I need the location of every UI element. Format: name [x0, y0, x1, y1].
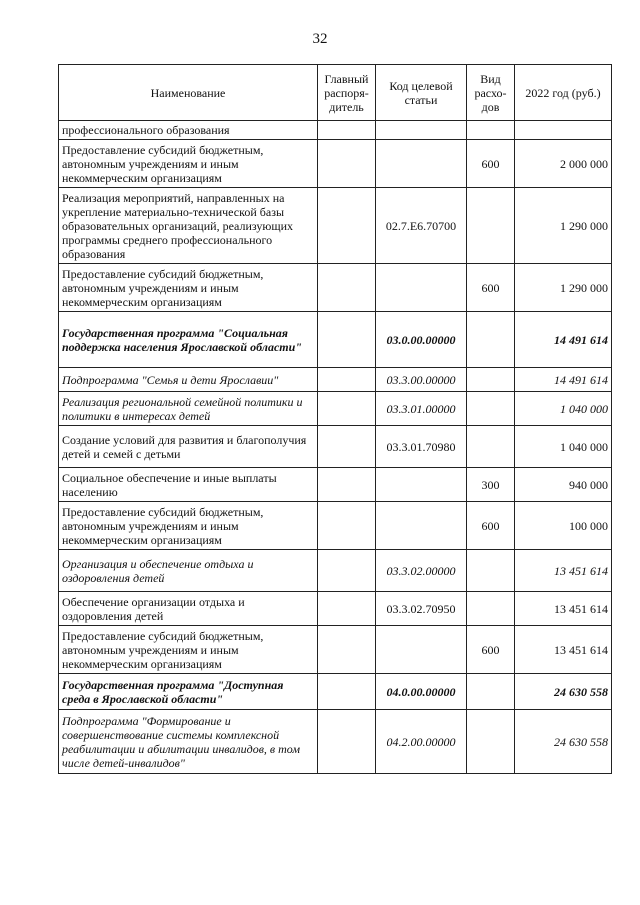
- cell-code: [376, 121, 467, 140]
- cell-amount: 100 000: [515, 502, 612, 550]
- cell-code: [376, 468, 467, 502]
- cell-code: 03.3.01.00000: [376, 392, 467, 426]
- cell-manager: [318, 710, 376, 774]
- cell-code: 03.3.01.70980: [376, 426, 467, 468]
- cell-name: Предоставление субсидий бюджетным, автономным учреждениям и иным некоммерческим организациям: [59, 626, 318, 674]
- cell-name: Обеспечение организации отдыха и оздоровления детей: [59, 592, 318, 626]
- cell-code: 03.0.00.00000: [376, 312, 467, 368]
- cell-name: профессионального образования: [59, 121, 318, 140]
- cell-manager: [318, 140, 376, 188]
- cell-manager: [318, 121, 376, 140]
- cell-name: Создание условий для развития и благополучия детей и семей с детьми: [59, 426, 318, 468]
- cell-name: Организация и обеспечение отдыха и оздоровления детей: [59, 550, 318, 592]
- cell-type: 600: [467, 140, 515, 188]
- table-row: [59, 121, 612, 140]
- cell-manager: [318, 626, 376, 674]
- table-row: [59, 468, 612, 502]
- cell-amount: 13 451 614: [515, 592, 612, 626]
- cell-code: 03.3.00.00000: [376, 368, 467, 392]
- cell-type: 300: [467, 468, 515, 502]
- cell-amount: 24 630 558: [515, 674, 612, 710]
- cell-manager: [318, 312, 376, 368]
- cell-type: [467, 121, 515, 140]
- budget-table: [58, 64, 612, 774]
- cell-code: [376, 502, 467, 550]
- table-row: [59, 264, 612, 312]
- cell-manager: [318, 264, 376, 312]
- header-type: Вид расхо-дов: [467, 65, 515, 121]
- cell-manager: [318, 392, 376, 426]
- cell-name: Государственная программа "Социальная поддержка населения Ярославской области": [59, 312, 318, 368]
- cell-manager: [318, 368, 376, 392]
- cell-manager: [318, 426, 376, 468]
- table-row: [59, 426, 612, 468]
- header-amount: 2022 год (руб.): [515, 65, 612, 121]
- cell-amount: 14 491 614: [515, 368, 612, 392]
- table-row: [59, 502, 612, 550]
- cell-code: 03.3.02.00000: [376, 550, 467, 592]
- table-row: [59, 312, 612, 368]
- table-row: [59, 392, 612, 426]
- cell-code: [376, 140, 467, 188]
- cell-amount: 1 040 000: [515, 392, 612, 426]
- table-row: [59, 674, 612, 710]
- cell-code: 04.0.00.00000: [376, 674, 467, 710]
- cell-type: [467, 426, 515, 468]
- table-row: [59, 550, 612, 592]
- table-header-row: [59, 65, 612, 121]
- cell-name: Реализация региональной семейной политики и политики в интересах детей: [59, 392, 318, 426]
- cell-type: 600: [467, 502, 515, 550]
- header-name: Наименование: [59, 65, 318, 121]
- header-manager: Главный распоря-дитель: [318, 65, 376, 121]
- cell-name: Предоставление субсидий бюджетным, автономным учреждениям и иным некоммерческим организациям: [59, 264, 318, 312]
- cell-manager: [318, 674, 376, 710]
- page-number: 32: [312, 31, 328, 47]
- cell-name: Социальное обеспечение и иные выплаты населению: [59, 468, 318, 502]
- cell-name: Подпрограмма "Семья и дети Ярославии": [59, 368, 318, 392]
- cell-name: Реализация мероприятий, направленных на укрепление материально-технической базы образовательных организаций, реализующих программы среднего профессионального образования: [59, 188, 318, 264]
- table-row: [59, 368, 612, 392]
- cell-manager: [318, 592, 376, 626]
- cell-amount: 1 290 000: [515, 188, 612, 264]
- header-code: Код целевой статьи: [376, 65, 467, 121]
- cell-type: 600: [467, 626, 515, 674]
- table-row: [59, 626, 612, 674]
- cell-amount: 1 290 000: [515, 264, 612, 312]
- table-row: [59, 188, 612, 264]
- cell-amount: 13 451 614: [515, 626, 612, 674]
- cell-manager: [318, 502, 376, 550]
- cell-code: [376, 264, 467, 312]
- cell-manager: [318, 188, 376, 264]
- cell-manager: [318, 468, 376, 502]
- cell-amount: 24 630 558: [515, 710, 612, 774]
- table-row: [59, 592, 612, 626]
- cell-type: [467, 592, 515, 626]
- cell-amount: 2 000 000: [515, 140, 612, 188]
- cell-name: Предоставление субсидий бюджетным, автономным учреждениям и иным некоммерческим организациям: [59, 502, 318, 550]
- cell-amount: 14 491 614: [515, 312, 612, 368]
- cell-type: [467, 674, 515, 710]
- cell-type: 600: [467, 264, 515, 312]
- cell-amount: 13 451 614: [515, 550, 612, 592]
- cell-type: [467, 188, 515, 264]
- cell-name: Подпрограмма "Формирование и совершенствование системы комплексной реабилитации и абилитации инвалидов, в том числе детей-инвалидов": [59, 710, 318, 774]
- table-row: [59, 140, 612, 188]
- cell-amount: 1 040 000: [515, 426, 612, 468]
- cell-code: [376, 626, 467, 674]
- cell-type: [467, 368, 515, 392]
- cell-code: 03.3.02.70950: [376, 592, 467, 626]
- cell-code: 04.2.00.00000: [376, 710, 467, 774]
- cell-type: [467, 392, 515, 426]
- cell-name: Государственная программа "Доступная среда в Ярославской области": [59, 674, 318, 710]
- table-body: [59, 121, 612, 774]
- cell-name: Предоставление субсидий бюджетным, автономным учреждениям и иным некоммерческим организациям: [59, 140, 318, 188]
- cell-manager: [318, 550, 376, 592]
- cell-type: [467, 312, 515, 368]
- cell-amount: [515, 121, 612, 140]
- cell-type: [467, 710, 515, 774]
- table-row: [59, 710, 612, 774]
- cell-amount: 940 000: [515, 468, 612, 502]
- cell-type: [467, 550, 515, 592]
- cell-code: 02.7.Е6.70700: [376, 188, 467, 264]
